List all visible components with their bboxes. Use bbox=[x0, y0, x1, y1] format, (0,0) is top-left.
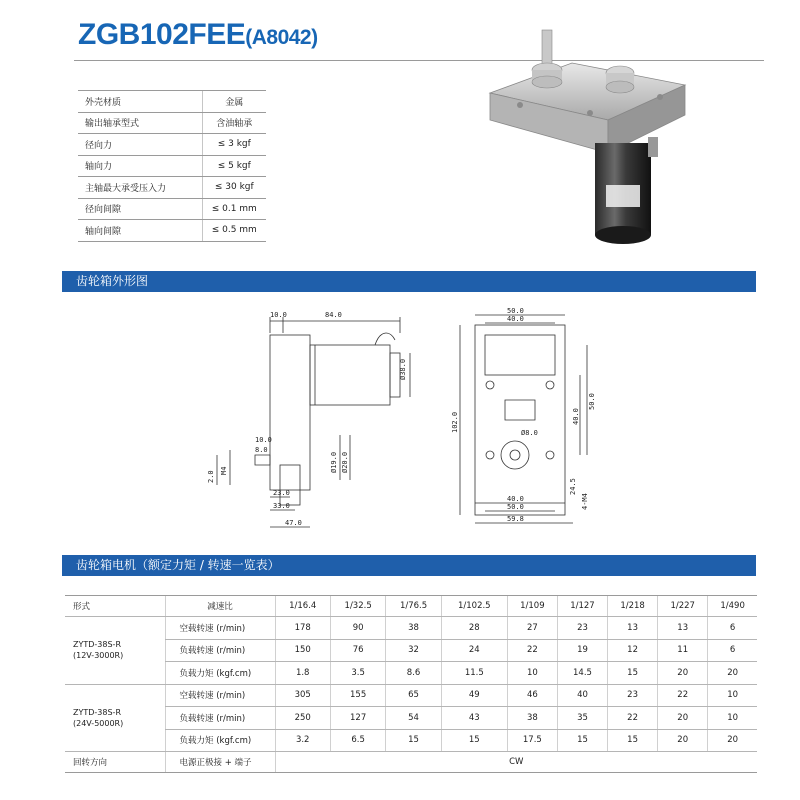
value-cell: 65 bbox=[386, 684, 441, 707]
table-row bbox=[65, 729, 757, 752]
value-cell: 20 bbox=[708, 729, 757, 752]
value-cell: 20 bbox=[658, 729, 708, 752]
spec-value: 含油轴承 bbox=[202, 112, 266, 134]
spec-label: 输出轴承型式 bbox=[78, 112, 202, 134]
spec-value: ≤ 0.1 mm bbox=[202, 198, 266, 220]
param-label: 负载转速 (r/min) bbox=[165, 707, 275, 730]
ratio-cell: 1/76.5 bbox=[386, 596, 441, 617]
dim-w40: 40.0 bbox=[507, 315, 524, 323]
spec-table bbox=[78, 90, 266, 242]
value-cell: 15 bbox=[441, 729, 507, 752]
value-cell: 11.5 bbox=[441, 662, 507, 685]
value-cell: 46 bbox=[507, 684, 557, 707]
value-cell: 10 bbox=[708, 707, 757, 730]
dim-84: 84.0 bbox=[325, 311, 342, 319]
value-cell: 20 bbox=[658, 707, 708, 730]
value-cell: 305 bbox=[275, 684, 330, 707]
value-cell: 3.2 bbox=[275, 729, 330, 752]
spec-label: 径向间隙 bbox=[78, 198, 202, 220]
rotation-condition: 电源正极接 + 端子 bbox=[165, 752, 275, 773]
value-cell: 150 bbox=[275, 639, 330, 662]
value-cell: 178 bbox=[275, 617, 330, 640]
dim-b40: 40.0 bbox=[507, 495, 524, 503]
value-cell: 20 bbox=[708, 662, 757, 685]
spec-value: ≤ 5 kgf bbox=[202, 155, 266, 177]
value-cell: 23 bbox=[557, 617, 607, 640]
spec-row bbox=[78, 220, 266, 242]
param-label: 空载转速 (r/min) bbox=[165, 684, 275, 707]
value-cell: 15 bbox=[386, 729, 441, 752]
value-cell: 90 bbox=[330, 617, 385, 640]
value-cell: 3.5 bbox=[330, 662, 385, 685]
dim-10: 10.0 bbox=[270, 311, 287, 319]
param-label: 负载力矩 (kgf.cm) bbox=[165, 662, 275, 685]
value-cell: 22 bbox=[507, 639, 557, 662]
dim-p8: Ø8.0 bbox=[521, 429, 538, 437]
table-row bbox=[65, 707, 757, 730]
value-cell: 54 bbox=[386, 707, 441, 730]
header-ratio: 减速比 bbox=[165, 596, 275, 617]
table-header-row bbox=[65, 596, 757, 617]
model-code: (A8042) bbox=[245, 26, 318, 49]
dim-4m4: 4-M4 bbox=[581, 493, 589, 510]
value-cell: 38 bbox=[386, 617, 441, 640]
value-cell: 13 bbox=[658, 617, 708, 640]
param-label: 负载转速 (r/min) bbox=[165, 639, 275, 662]
value-cell: 15 bbox=[557, 729, 607, 752]
model-cell bbox=[65, 617, 165, 685]
spec-row bbox=[78, 198, 266, 220]
performance-table bbox=[65, 595, 757, 773]
spec-value: ≤ 30 kgf bbox=[202, 177, 266, 199]
spec-row bbox=[78, 91, 266, 113]
value-cell: 6 bbox=[708, 617, 757, 640]
dim-8: 8.0 bbox=[255, 446, 268, 454]
dim-b598: 59.8 bbox=[507, 515, 524, 523]
value-cell: 76 bbox=[330, 639, 385, 662]
value-cell: 24 bbox=[441, 639, 507, 662]
ratio-cell: 1/16.4 bbox=[275, 596, 330, 617]
ratio-cell: 1/218 bbox=[608, 596, 658, 617]
value-cell: 40 bbox=[557, 684, 607, 707]
rotation-label: 回转方向 bbox=[65, 752, 165, 773]
value-cell: 15 bbox=[608, 729, 658, 752]
rotation-row bbox=[65, 752, 757, 773]
value-cell: 23 bbox=[608, 684, 658, 707]
value-cell: 12 bbox=[608, 639, 658, 662]
model-line: ZYTD-38S-R bbox=[73, 707, 122, 717]
outline-drawing bbox=[195, 305, 600, 535]
dim-33: 33.0 bbox=[273, 502, 290, 510]
dim-w50: 50.0 bbox=[507, 307, 524, 315]
table-row bbox=[65, 639, 757, 662]
ratio-cell: 1/102.5 bbox=[441, 596, 507, 617]
model-line: ZYTD-38S-R bbox=[73, 640, 122, 650]
dim-23: 23.0 bbox=[273, 489, 290, 497]
model-voltage: (24V-5000R) bbox=[73, 718, 124, 728]
value-cell: 22 bbox=[608, 707, 658, 730]
dim-d38: Ø38.0 bbox=[399, 358, 407, 380]
spec-label: 外壳材质 bbox=[78, 91, 202, 113]
spec-label: 主轴最大承受压入力 bbox=[78, 177, 202, 199]
value-cell: 14.5 bbox=[557, 662, 607, 685]
dim-47: 47.0 bbox=[285, 519, 302, 527]
spec-value: 金属 bbox=[202, 91, 266, 113]
value-cell: 127 bbox=[330, 707, 385, 730]
product-title bbox=[78, 18, 318, 52]
dim-h102: 102.0 bbox=[451, 411, 459, 433]
header-form: 形式 bbox=[65, 596, 165, 617]
dim-10b: 10.0 bbox=[255, 436, 272, 444]
rotation-value: CW bbox=[275, 752, 757, 773]
model-voltage: (12V-3000R) bbox=[73, 651, 124, 661]
dim-b50: 50.0 bbox=[507, 503, 524, 511]
spec-label: 径向力 bbox=[78, 134, 202, 156]
value-cell: 49 bbox=[441, 684, 507, 707]
ratio-cell: 1/109 bbox=[507, 596, 557, 617]
value-cell: 155 bbox=[330, 684, 385, 707]
section-header-outline: 齿轮箱外形图 bbox=[62, 271, 756, 292]
value-cell: 250 bbox=[275, 707, 330, 730]
dim-d19: Ø19.0 bbox=[330, 451, 338, 473]
value-cell: 27 bbox=[507, 617, 557, 640]
param-label: 空载转速 (r/min) bbox=[165, 617, 275, 640]
value-cell: 35 bbox=[557, 707, 607, 730]
spec-row bbox=[78, 112, 266, 134]
value-cell: 17.5 bbox=[507, 729, 557, 752]
ratio-cell: 1/32.5 bbox=[330, 596, 385, 617]
value-cell: 13 bbox=[608, 617, 658, 640]
value-cell: 6 bbox=[708, 639, 757, 662]
spec-label: 轴向力 bbox=[78, 155, 202, 177]
value-cell: 6.5 bbox=[330, 729, 385, 752]
dim-h50: 50.0 bbox=[588, 393, 596, 410]
dim-h245: 24.5 bbox=[569, 478, 577, 495]
value-cell: 28 bbox=[441, 617, 507, 640]
value-cell: 22 bbox=[658, 684, 708, 707]
dim-d20: Ø20.0 bbox=[341, 451, 349, 473]
value-cell: 38 bbox=[507, 707, 557, 730]
table-row bbox=[65, 662, 757, 685]
dim-m4: M4 bbox=[220, 466, 228, 475]
value-cell: 10 bbox=[708, 684, 757, 707]
value-cell: 1.8 bbox=[275, 662, 330, 685]
spec-row bbox=[78, 177, 266, 199]
gear-motor-photo bbox=[480, 25, 700, 250]
spec-value: ≤ 3 kgf bbox=[202, 134, 266, 156]
value-cell: 8.6 bbox=[386, 662, 441, 685]
spec-label: 轴向间隙 bbox=[78, 220, 202, 242]
value-cell: 20 bbox=[658, 662, 708, 685]
model-cell bbox=[65, 684, 165, 752]
value-cell: 10 bbox=[507, 662, 557, 685]
value-cell: 32 bbox=[386, 639, 441, 662]
dim-h40: 40.0 bbox=[572, 408, 580, 425]
value-cell: 19 bbox=[557, 639, 607, 662]
value-cell: 43 bbox=[441, 707, 507, 730]
table-row bbox=[65, 684, 757, 707]
table-row bbox=[65, 617, 757, 640]
model-name: ZGB102FEE bbox=[78, 18, 246, 51]
dim-2: 2.0 bbox=[207, 470, 215, 483]
param-label: 负载力矩 (kgf.cm) bbox=[165, 729, 275, 752]
spec-row bbox=[78, 134, 266, 156]
ratio-cell: 1/227 bbox=[658, 596, 708, 617]
spec-row bbox=[78, 155, 266, 177]
ratio-cell: 1/490 bbox=[708, 596, 757, 617]
value-cell: 11 bbox=[658, 639, 708, 662]
section-header-performance: 齿轮箱电机（额定力矩 / 转速一览表） bbox=[62, 555, 756, 576]
value-cell: 15 bbox=[608, 662, 658, 685]
ratio-cell: 1/127 bbox=[557, 596, 607, 617]
spec-value: ≤ 0.5 mm bbox=[202, 220, 266, 242]
